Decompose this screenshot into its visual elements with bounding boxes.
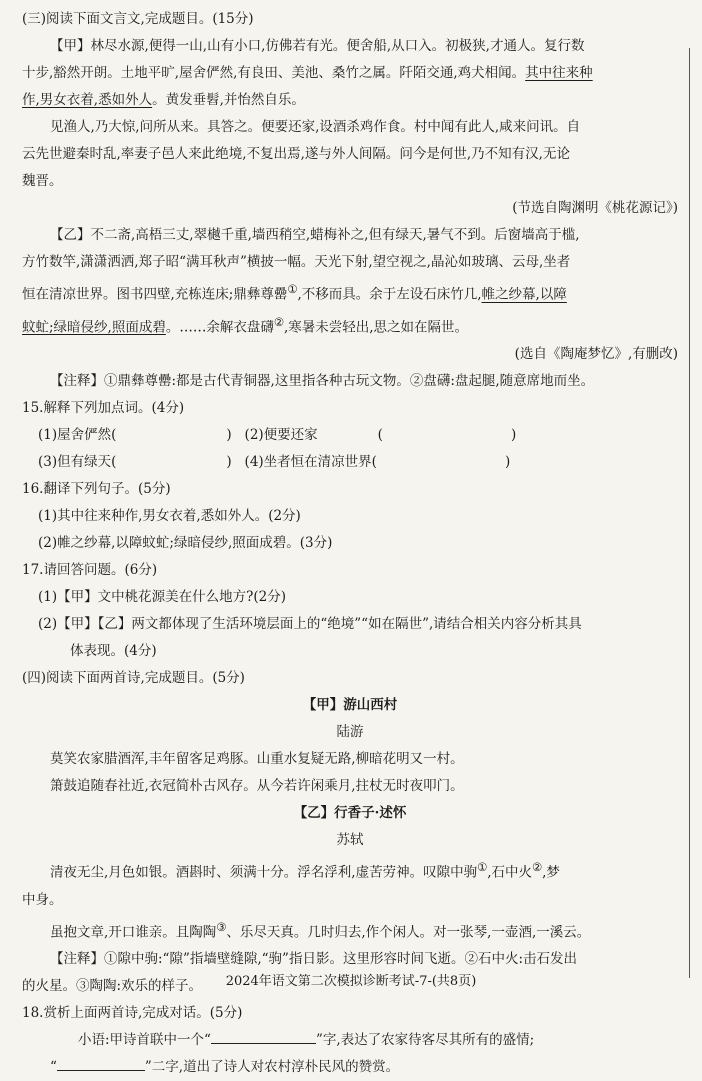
yi-text-line: 恒在清凉世界。图书四壁,充栋连床;鼎彝尊罍①,不移而具。余于左设石床竹几,帷之纱幕,以障 — [22, 283, 567, 303]
annotation-line: 【注释】①鼎彝尊罍:都是古代青铜器,这里指各种古玩文物。②盘礴:盘起腿,随意席地而坐。 — [50, 373, 595, 389]
page-content — [22, 6, 678, 1081]
yi-text-line: 蚊虻;绿暗侵纱,照面成碧。……余解衣盘礴②,寒暑未尝轻出,思之如在隔世。 — [22, 315, 469, 335]
footnote-marker: ③ — [216, 920, 227, 934]
jia-text-line: 见渔人,乃大惊,问所从来。具答之。便要还家,设酒杀鸡作食。村中闻有此人,咸来问讯。自 — [50, 119, 581, 135]
question-17-item: 体表现。(4分) — [70, 643, 157, 659]
poem-2-line: 清夜无尘,月色如银。酒斟时、须满十分。浮名浮利,虚苦劳神。叹隙中驹①,石中火②,梦 — [50, 861, 560, 881]
question-15-row: (1)屋舍俨然( ) (2)便要还家 ( ) — [38, 427, 517, 443]
underlined-sentence: 帷之纱幕,以障 — [481, 286, 567, 303]
underlined-sentence: 其中往来种 — [525, 65, 593, 81]
footnote-marker: ② — [531, 861, 543, 874]
underlined-sentence: 作,男女衣着,悉如外人 — [22, 92, 153, 108]
underlined-sentence: 蚊虻;绿暗侵纱,照面成碧 — [22, 319, 166, 335]
annotation-line: 【注释】①隙中驹:“隙”指墙壁缝隙,“驹”指日影。这里形容时间飞逝。②石中火:击石发出 — [50, 951, 577, 967]
annotation-line: 的火星。③陶陶:欢乐的样子。 — [22, 978, 203, 994]
question-18-dialogue: “ ”二字,道出了诗人对农村淳朴民风的赞赏。 — [22, 1054, 678, 1081]
margin-rule — [689, 48, 690, 978]
jia-text-line: 云先世避秦时乱,率妻子邑人来此绝境,不复出焉,遂与外人间隔。问今是何世,乃不知有汉,无论 — [22, 146, 570, 162]
poem-2-line: 虽抱文章,开口谁亲。且陶陶③、乐尽天真。几时归去,作个闲人。对一张琴,一壶酒,一溪云。 — [50, 920, 591, 940]
jia-text-line: 魏晋。 — [22, 173, 63, 189]
page-footer: 2024年语文第二次模拟诊断考试-7-(共8页) — [225, 974, 477, 989]
question-18-title: 18.赏析上面两首诗,完成对话。(5分) — [22, 1005, 243, 1021]
question-16-item: (1)其中往来种作,男女衣着,悉如外人。(2分) — [38, 508, 301, 524]
question-16-item: (2)帷之纱幕,以障蚊虻;绿暗侵纱,照面成碧。(3分) — [38, 535, 333, 551]
poem-2-title: 【乙】行香子·述怀 — [293, 805, 407, 821]
poem-1-author: 陆游 — [336, 724, 364, 740]
jia-source: (节选自陶渊明《桃花源记》) — [512, 200, 678, 216]
jia-text-line: 十步,豁然开朗。土地平旷,屋舍俨然,有良田、美池、桑竹之属。阡陌交通,鸡犬相闻。其中往来种 — [22, 65, 593, 81]
question-17-title: 17.请回答问题。(6分) — [22, 562, 158, 578]
question-18-dialogue: 小语:甲诗首联中一个“ ”字,表达了农家待客尽其所有的盛情; — [22, 1027, 678, 1054]
poem-1-title: 【甲】游山西村 — [302, 697, 398, 713]
poem-1-line: 箫鼓追随春社近,衣冠简朴古风存。从今若许闲乘月,拄杖无时夜叩门。 — [50, 778, 464, 794]
section-3-heading: (三)阅读下面文言文,完成题目。(15分) — [22, 11, 254, 27]
question-15-row: (3)但有绿天( ) (4)坐者恒在清凉世界( ) — [38, 454, 511, 470]
footnote-marker: ② — [273, 315, 284, 329]
question-17-item: (1)【甲】文中桃花源美在什么地方?(2分) — [38, 589, 286, 605]
yi-source: (选自《陶庵梦忆》,有删改) — [514, 346, 678, 362]
answer-blank[interactable] — [211, 1029, 316, 1044]
poem-2-line: 中身。 — [22, 891, 63, 908]
section-4-heading: (四)阅读下面两首诗,完成题目。(5分) — [22, 670, 245, 686]
question-17-item: (2)【甲】【乙】两文都体现了生活环境层面上的“绝境”“如在隔世”,请结合相关内容分析其具 — [38, 616, 582, 632]
poem-1-line: 莫笑农家腊酒浑,丰年留客足鸡豚。山重水复疑无路,柳暗花明又一村。 — [50, 751, 464, 767]
jia-text-line: 作,男女衣着,悉如外人。黄发垂髫,并怡然自乐。 — [22, 92, 305, 108]
question-15-title: 15.解释下列加点词。(4分) — [22, 400, 185, 416]
yi-text-line: 【乙】不二斋,高梧三丈,翠樾千重,墙西稍空,蜡梅补之,但有绿天,暑气不到。后窗墙高于槛, — [50, 227, 580, 243]
jia-text-line: 【甲】林尽水源,便得一山,山有小口,仿佛若有光。便舍船,从口入。初极狭,才通人。复行数 — [50, 38, 585, 54]
poem-2-author: 苏轼 — [336, 832, 364, 848]
yi-text-line: 方竹数竿,潇潇洒洒,郑子昭“满耳秋声”横披一幅。天光下射,望空视之,晶沁如玻璃、云母,坐者 — [22, 254, 571, 270]
question-16-title: 16.翻译下列句子。(5分) — [22, 481, 171, 497]
footnote-marker: ① — [477, 861, 488, 874]
footnote-marker: ① — [287, 283, 298, 296]
answer-blank[interactable] — [57, 1056, 145, 1071]
